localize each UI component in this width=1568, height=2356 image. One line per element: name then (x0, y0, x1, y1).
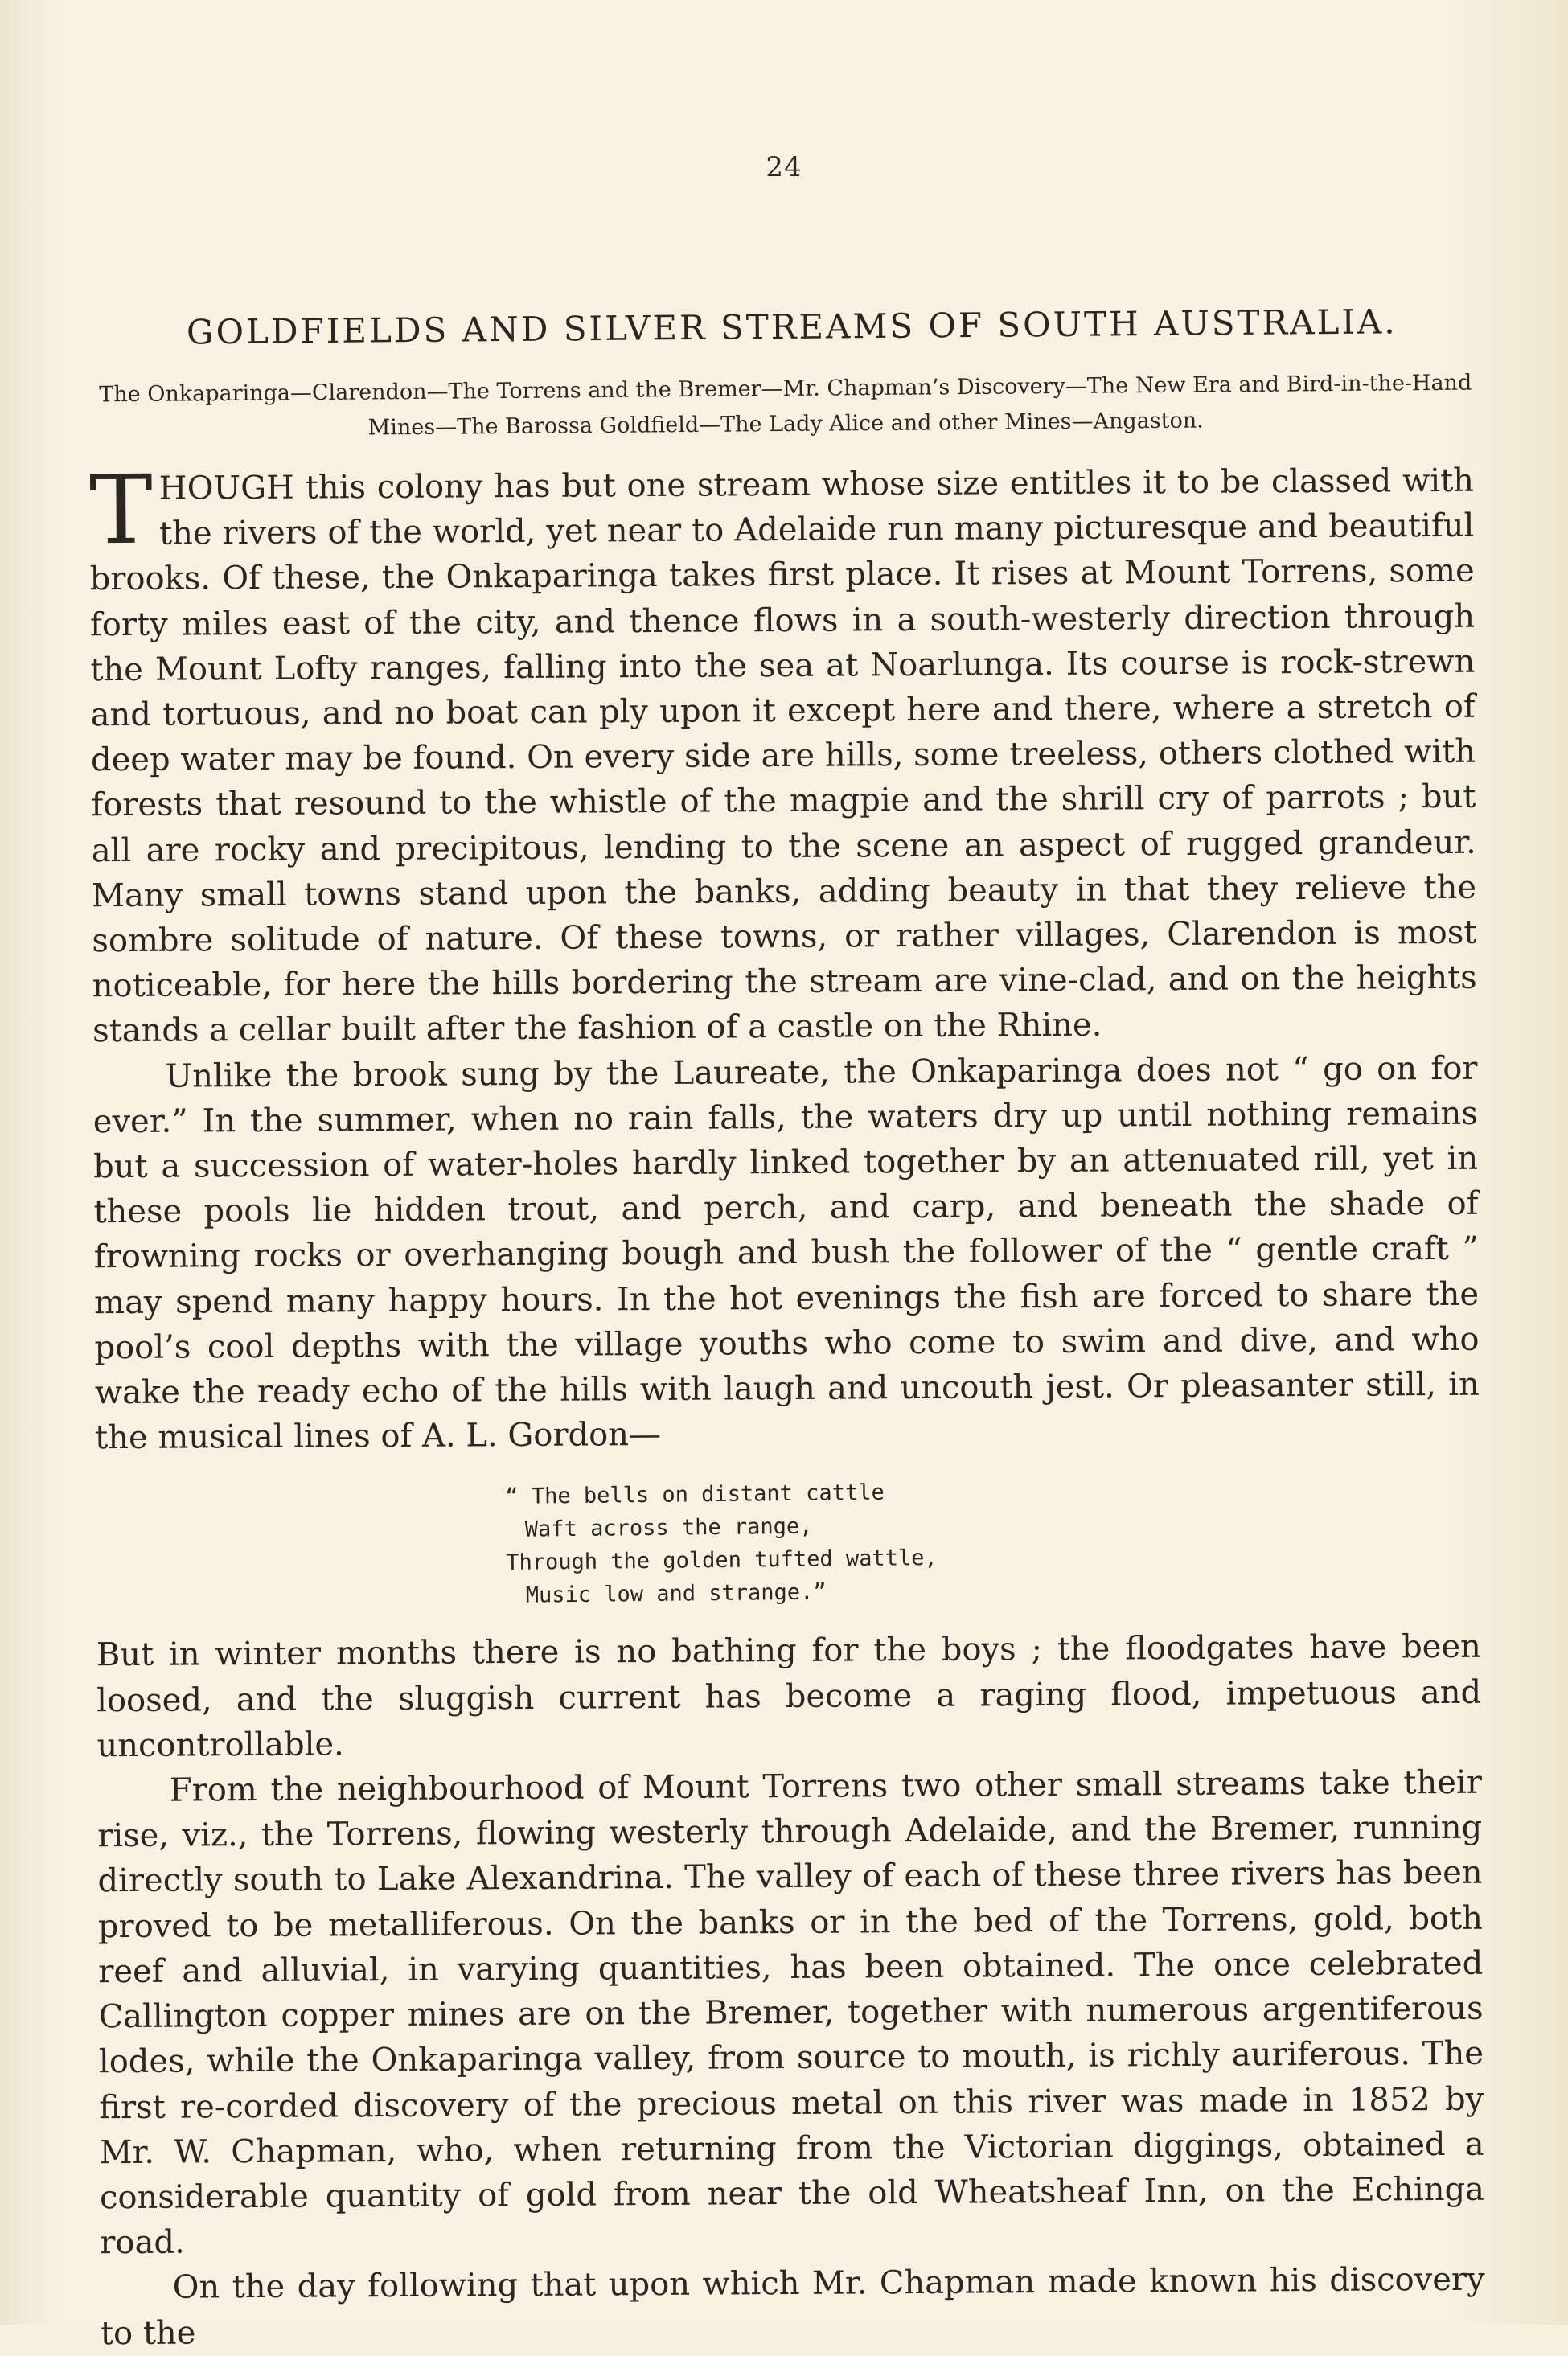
paragraph-3: But in winter months there is no bathing for the boys ; the floodgates have been loosed, and the sluggish current has become a raging flood, impetuous and uncontrollable. (96, 1628, 1482, 1765)
chapter-summary: The Onkaparinga—Clarendon—The Torrens and the Bremer—Mr. Chapman’s Discovery—The New Era and Bird-in-the-Hand Mines—The Barossa Goldfield—The Lady Alice and other Mines—Angaston. (99, 370, 1472, 441)
poem-quote (95, 1470, 1481, 1618)
drop-cap: T (88, 454, 154, 566)
poem-line-2: Waft across the range, (524, 1514, 813, 1543)
paragraph-1-text: HOUGH this colony has but one stream whose size entitles it to be classed with the rivers of the world, yet near to Adelaide run many picturesque and beautiful brooks. Of these, the Onkaparinga takes first place. It rises at Mount Torrens, some forty miles east of the city, and thence flows in a south-westerly direction through the Mount Lofty ranges, falling into the sea at Noarlunga. Its course is rock-strewn and tortuous, and no boat can ply upon it except here and there, where a stretch of deep water may be found. On every side are hills, some treeless, others clothed with forests that resound to the whistle of the magpie and the shrill cry of parrots ; but all are rocky and precipitous, lending to the scene an aspect of rugged grandeur. Many small towns stand upon the banks, adding beauty in that they relieve the sombre solitude of nature. Of these towns, or rather villages, Clarendon is most noticeable, for here the hills bordering the stream are vine-clad, and on the heights stands a cellar built after the fashion of a castle on the Rhine. (89, 462, 1477, 1050)
poem-line-1: “ The bells on distant cattle (505, 1480, 885, 1510)
poem-line-4: Music low and strange.” (525, 1579, 827, 1609)
paragraph-2: Unlike the brook sung by the Laureate, the Onkaparinga does not “ go on for ever.” In the summer, when no rain falls, the waters dry up until nothing remains but a succession of water-holes hardly linked together by an attenuated rill, yet in these pools lie hidden trout, and perch, and carp, and beneath the shade of frowning rocks or overhanging bough and bush the follower of the “ gentle craft ” may spend many happy hours. In the hot evenings the fish are forced to share the pool’s cool depths with the village youths who come to swim and dive, and who wake the ready echo of the hills with laugh and uncouth jest. Or pleasanter still, in the musical lines of A. L. Gordon— (92, 1049, 1480, 1457)
body-text (88, 454, 1485, 2356)
page-number: 24 (766, 151, 802, 183)
poem-line-3: Through the golden tufted wattle, (506, 1545, 938, 1576)
paragraph-4: From the neighbourhood of Mount Torrens two other small streams take their rise, viz., the Torrens, flowing westerly through Adelaide, and the Bremer, running directly south to Lake Alexandrina. The valley of each of these three rivers has been proved to be metalliferous. On the banks or in the bed of the Torrens, gold, both reef and alluvial, in varying quantities, has been obtained. The once celebrated Callington copper mines are on the Bremer, together with numerous argentiferous lodes, while the Onkaparinga valley, from source to mouth, is richly auriferous. The first re-corded discovery of the precious metal on this river was made in 1852 by Mr. W. Chapman, who, when returning from the Victorian diggings, obtained a considerable quantity of gold from near the old Wheatsheaf Inn, on the Echinga road. (97, 1763, 1485, 2262)
chapter-title: GOLDFIELDS AND SILVER STREAMS OF SOUTH AUSTRALIA. (186, 302, 1398, 352)
paragraph-5: On the day following that upon which Mr. Chapman made known his discovery to the (100, 2261, 1485, 2352)
paragraph-1 (88, 454, 1477, 1054)
